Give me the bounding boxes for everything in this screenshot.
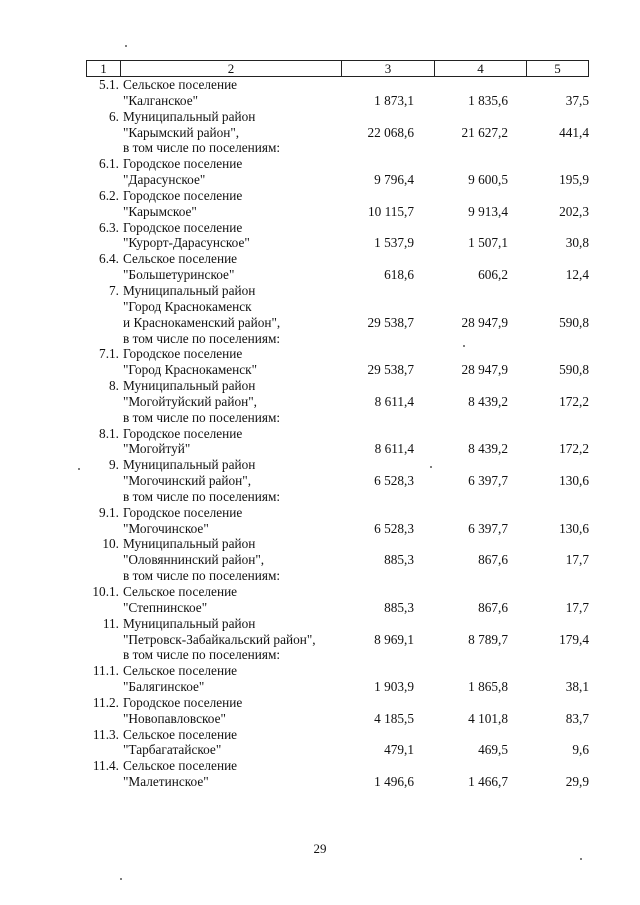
row-number: 6.2.: [99, 187, 119, 203]
cell-v4: 28 947,9: [461, 314, 508, 330]
row-name-line: "Могочинский район",: [123, 473, 252, 489]
row-line: [0, 77, 640, 93]
row-line: [0, 220, 640, 236]
table-row: [0, 695, 640, 727]
cell-v4: 9 913,4: [468, 203, 508, 219]
row-number: 11.: [102, 615, 119, 631]
row-line: [0, 331, 640, 347]
cell-v3: 885,3: [384, 599, 414, 615]
cell-v4: 21 627,2: [461, 124, 508, 140]
column-header-1: 1: [87, 61, 121, 76]
row-name-line: Сельское поселение: [123, 663, 238, 679]
cell-v4: 28 947,9: [461, 362, 508, 378]
row-name-line: в том числе по поселениям:: [123, 409, 281, 425]
row-number: 6.3.: [99, 219, 119, 235]
cell-v3: 885,3: [384, 552, 414, 568]
scan-speck: [463, 345, 465, 347]
row-line: [0, 378, 640, 394]
row-line: [0, 362, 640, 378]
row-name-line: Сельское поселение: [123, 251, 238, 267]
scan-speck: [580, 858, 582, 860]
row-name-line: Муниципальный район: [123, 536, 256, 552]
row-name-line: Муниципальный район: [123, 615, 256, 631]
cell-v4: 6 397,7: [468, 520, 508, 536]
row-name-line: Сельское поселение: [123, 726, 238, 742]
row-name-line: Городское поселение: [123, 219, 243, 235]
table-row: [0, 77, 640, 109]
cell-v4: 867,6: [478, 599, 508, 615]
row-line: [0, 758, 640, 774]
row-name-line: Городское поселение: [123, 425, 243, 441]
cell-v3: 1 496,6: [374, 774, 414, 790]
table-row: [0, 220, 640, 252]
row-line: [0, 172, 640, 188]
table-row: [0, 758, 640, 790]
table-row: [0, 109, 640, 157]
table-header-row: [86, 60, 589, 77]
row-line: [0, 616, 640, 632]
cell-v4: 1 865,8: [468, 679, 508, 695]
cell-v3: 4 185,5: [374, 710, 414, 726]
row-line: [0, 600, 640, 616]
row-line: [0, 727, 640, 743]
table-row: [0, 616, 640, 664]
row-name-line: в том числе по поселениям:: [123, 330, 281, 346]
row-name-line: "Новопавловское": [123, 710, 226, 726]
row-number: 10.1.: [92, 584, 119, 599]
cell-v4: 867,6: [478, 552, 508, 568]
table-row: [0, 346, 640, 378]
row-name-line: Муниципальный район: [123, 457, 256, 473]
cell-v5: 9,6: [572, 742, 589, 758]
table-row: [0, 584, 640, 616]
table-row: [0, 457, 640, 505]
table-row: [0, 156, 640, 188]
table-row: [0, 251, 640, 283]
cell-v5: 130,6: [559, 520, 589, 536]
row-number: 7.1.: [99, 346, 119, 362]
scan-speck: [430, 466, 432, 468]
row-name-line: "Малетинское": [123, 774, 209, 790]
cell-v4: 1 466,7: [468, 774, 508, 790]
page-number: 29: [313, 841, 327, 856]
row-number: 6.: [109, 108, 119, 124]
row-name-line: в том числе по поселениям:: [123, 647, 281, 663]
table-row: [0, 426, 640, 458]
cell-v5: 38,1: [565, 679, 589, 695]
row-number: 11.4.: [92, 758, 119, 774]
cell-v5: 37,5: [565, 92, 589, 108]
cell-v5: 17,7: [565, 552, 589, 568]
scan-speck: [78, 468, 80, 470]
cell-v3: 6 528,3: [374, 520, 414, 536]
row-name-line: "Степнинское": [123, 599, 208, 615]
table-row: [0, 663, 640, 695]
row-name-line: Муниципальный район: [123, 282, 256, 298]
table-body: [0, 77, 640, 790]
row-number: 7.: [109, 282, 119, 298]
row-name-line: "Калганское": [123, 92, 199, 108]
row-line: [0, 410, 640, 426]
cell-v5: 12,4: [565, 267, 589, 283]
table-row: [0, 727, 640, 759]
row-name-line: и Краснокаменский район",: [123, 314, 281, 330]
row-line: [0, 632, 640, 648]
row-line: [0, 521, 640, 537]
row-line: [0, 711, 640, 727]
column-header-5: 5: [554, 61, 561, 76]
cell-v5: 83,7: [565, 710, 589, 726]
cell-v5: 441,4: [559, 124, 589, 140]
row-line: [0, 441, 640, 457]
cell-v4: 8 439,2: [468, 393, 508, 409]
row-number: 9.1.: [99, 504, 119, 520]
column-header-3: 3: [342, 61, 435, 76]
row-line: [0, 299, 640, 315]
cell-v5: 17,7: [565, 599, 589, 615]
row-line: [0, 156, 640, 172]
row-name-line: "Петровск-Забайкальский район",: [123, 631, 316, 647]
row-name-line: Сельское поселение: [123, 77, 238, 92]
row-line: [0, 235, 640, 251]
cell-v3: 8 611,4: [374, 441, 414, 457]
cell-v4: 8 439,2: [468, 441, 508, 457]
row-name-line: Муниципальный район: [123, 108, 256, 124]
row-name-line: "Город Краснокаменск: [123, 298, 252, 314]
cell-v3: 1 873,1: [374, 92, 414, 108]
cell-v3: 22 068,6: [367, 124, 414, 140]
cell-v3: 479,1: [384, 742, 414, 758]
row-line: [0, 568, 640, 584]
row-number: 11.2.: [92, 694, 119, 710]
cell-v5: 29,9: [565, 774, 589, 790]
row-name-line: "Тарбагатайское": [123, 742, 222, 758]
row-line: [0, 663, 640, 679]
row-line: [0, 584, 640, 600]
row-line: [0, 536, 640, 552]
row-name-line: Муниципальный район: [123, 378, 256, 394]
row-line: [0, 283, 640, 299]
cell-v4: 6 397,7: [468, 473, 508, 489]
row-line: [0, 552, 640, 568]
table-row: [0, 188, 640, 220]
cell-v5: 590,8: [559, 314, 589, 330]
row-name-line: Городское поселение: [123, 346, 243, 362]
row-line: [0, 647, 640, 663]
row-line: [0, 251, 640, 267]
row-number: 6.1.: [99, 156, 119, 172]
table-row: [0, 505, 640, 537]
row-line: [0, 695, 640, 711]
row-name-line: "Дарасунское": [123, 172, 206, 188]
row-name-line: "Большетуринское": [123, 267, 235, 283]
row-number: 8.: [109, 378, 119, 394]
cell-v3: 6 528,3: [374, 473, 414, 489]
column-header-4: 4: [435, 61, 527, 76]
cell-v4: 606,2: [478, 267, 508, 283]
row-line: [0, 93, 640, 109]
cell-v4: 4 101,8: [468, 710, 508, 726]
row-name-line: Городское поселение: [123, 504, 243, 520]
row-name-line: Городское поселение: [123, 156, 243, 172]
row-line: [0, 140, 640, 156]
row-line: [0, 346, 640, 362]
row-line: [0, 125, 640, 141]
row-line: [0, 394, 640, 410]
row-number: 11.3.: [92, 726, 119, 742]
row-name-line: Городское поселение: [123, 694, 243, 710]
cell-v5: 130,6: [559, 473, 589, 489]
cell-v5: 195,9: [559, 172, 589, 188]
cell-v3: 8 611,4: [374, 393, 414, 409]
row-line: [0, 457, 640, 473]
row-number: 6.4.: [99, 251, 119, 267]
row-name-line: "Карымский район",: [123, 124, 240, 140]
cell-v4: 9 600,5: [468, 172, 508, 188]
table-row: [0, 283, 640, 346]
row-name-line: "Оловяннинский район",: [123, 552, 265, 568]
row-name-line: "Карымское": [123, 203, 197, 219]
row-line: [0, 473, 640, 489]
cell-v5: 30,8: [565, 235, 589, 251]
row-name-line: в том числе по поселениям:: [123, 488, 281, 504]
row-line: [0, 774, 640, 790]
cell-v5: 202,3: [559, 203, 589, 219]
cell-v4: 8 789,7: [468, 631, 508, 647]
cell-v3: 29 538,7: [367, 362, 414, 378]
row-name-line: "Город Краснокаменск": [123, 362, 258, 378]
cell-v5: 172,2: [559, 393, 589, 409]
row-line: [0, 679, 640, 695]
cell-v4: 1 835,6: [468, 92, 508, 108]
row-number: 9.: [109, 457, 119, 473]
row-line: [0, 315, 640, 331]
table-row: [0, 378, 640, 426]
row-name-line: Сельское поселение: [123, 758, 238, 774]
row-name-line: "Могочинское": [123, 520, 209, 536]
cell-v5: 179,4: [559, 631, 589, 647]
cell-v3: 1 537,9: [374, 235, 414, 251]
cell-v5: 172,2: [559, 441, 589, 457]
row-number: 10.: [102, 536, 119, 552]
row-number: 8.1.: [99, 425, 119, 441]
row-number: 5.1.: [99, 77, 119, 92]
row-name-line: в том числе по поселениям:: [123, 568, 281, 584]
row-name-line: "Могойтуй": [123, 441, 191, 457]
row-line: [0, 426, 640, 442]
cell-v3: 1 903,9: [374, 679, 414, 695]
row-number: 11.1.: [92, 663, 119, 679]
cell-v4: 1 507,1: [468, 235, 508, 251]
row-name-line: "Балягинское": [123, 679, 205, 695]
row-name-line: Сельское поселение: [123, 584, 238, 599]
row-line: [0, 742, 640, 758]
cell-v3: 29 538,7: [367, 314, 414, 330]
row-line: [0, 489, 640, 505]
row-line: [0, 204, 640, 220]
cell-v3: 9 796,4: [374, 172, 414, 188]
cell-v4: 469,5: [478, 742, 508, 758]
row-line: [0, 188, 640, 204]
scan-speck: [120, 878, 122, 880]
row-name-line: в том числе по поселениям:: [123, 140, 281, 156]
cell-v5: 590,8: [559, 362, 589, 378]
row-line: [0, 109, 640, 125]
scan-speck: [125, 45, 127, 47]
cell-v3: 10 115,7: [367, 203, 414, 219]
column-header-2: 2: [121, 61, 342, 76]
row-line: [0, 267, 640, 283]
row-name-line: "Курорт-Дарасунское": [123, 235, 250, 251]
row-name-line: Городское поселение: [123, 187, 243, 203]
table-row: [0, 536, 640, 584]
row-name-line: "Могойтуйский район",: [123, 393, 257, 409]
cell-v3: 8 969,1: [374, 631, 414, 647]
cell-v3: 618,6: [384, 267, 414, 283]
row-line: [0, 505, 640, 521]
